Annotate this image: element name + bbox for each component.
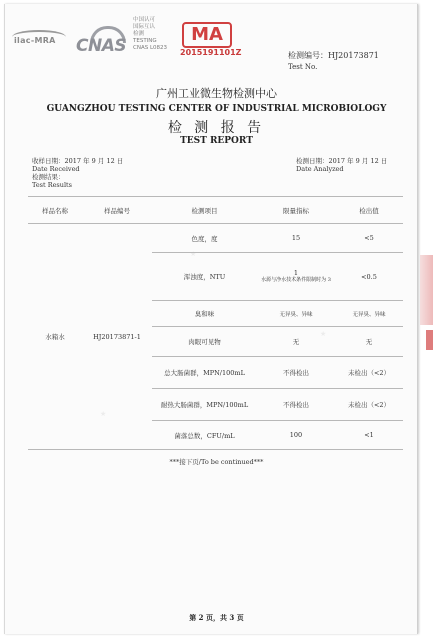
limit-cell: 不得检出 xyxy=(257,389,335,421)
table-header-row xyxy=(28,197,403,224)
watermark: ★ xyxy=(100,410,107,418)
watermark: ★ xyxy=(320,330,327,338)
item-cell: 浑浊度，NTU xyxy=(152,253,257,301)
item-cell: 色度，度 xyxy=(152,224,257,253)
date-analyzed-en: Date Analyzed xyxy=(296,165,344,173)
org-title-cn: 广州工业微生物检测中心 xyxy=(156,87,277,100)
sample-id-cell: HJ20173871-1 xyxy=(82,224,152,450)
item-cell: 肉眼可见物 xyxy=(152,327,257,357)
seal-edge-mark xyxy=(420,255,433,325)
value-cell: <5 xyxy=(335,224,403,253)
report-title-cn: 检 测 报 告 xyxy=(167,120,266,136)
sample-name-cell: 水箱水 xyxy=(28,224,82,450)
cma-number: 2015191101Z xyxy=(180,48,242,57)
date-analyzed-cn: 检测日期：2017 年 9 月 12 日 xyxy=(296,157,388,165)
header-sample-id: 样品编号 xyxy=(82,197,152,224)
test-results-label-cn: 检测结果： xyxy=(32,173,65,181)
cnas-certificate-text: 中国认可 国际互认 检测 TESTING CNAS L0823 xyxy=(133,17,168,51)
date-received-en: Date Received xyxy=(32,165,80,173)
report-number-en: Test No. xyxy=(288,63,318,71)
report-number: 检测编号：HJ20173871 xyxy=(288,51,379,60)
limit-cell: 不得检出 xyxy=(257,357,335,389)
seal-edge-mark-red xyxy=(426,330,433,350)
value-cell: 无 xyxy=(335,327,403,357)
header-limit: 限量指标 xyxy=(257,197,335,224)
item-cell: 臭和味 xyxy=(152,301,257,327)
results-table xyxy=(28,196,403,450)
item-cell: 总大肠菌群，MPN/100mL xyxy=(152,357,257,389)
watermark: ★ xyxy=(190,250,197,258)
item-cell: 菌落总数，CFU/mL xyxy=(152,421,257,450)
table-row xyxy=(28,224,403,253)
header-test-item: 检测项目 xyxy=(152,197,257,224)
value-cell: <1 xyxy=(335,421,403,450)
value-cell: 未检出（<2） xyxy=(335,389,403,421)
org-title-en: GUANGZHOU TESTING CENTER OF INDUSTRIAL MICROBIOLOGY xyxy=(46,104,387,114)
report-title-en: TEST REPORT xyxy=(180,136,253,146)
value-cell: <0.5 xyxy=(335,253,403,301)
limit-cell: 无 xyxy=(257,327,335,357)
page-number: 第 2 页，共 3 页 xyxy=(189,613,244,622)
limit-cell: 无异臭、异味 xyxy=(257,301,335,327)
limit-cell: 1 水源与净水技术条件限制时为 3 xyxy=(257,253,335,301)
header-detected-value: 检出值 xyxy=(335,197,403,224)
value-cell: 未检出（<2） xyxy=(335,357,403,389)
item-cell: 耐热大肠菌群，MPN/100mL xyxy=(152,389,257,421)
limit-note: 水源与净水技术条件限制时为 3 xyxy=(261,277,331,283)
limit-cell: 15 xyxy=(257,224,335,253)
continued-note: ***接下页/To be continued*** xyxy=(169,458,264,466)
header-sample-name: 样品名称 xyxy=(28,197,82,224)
date-received-cn: 收样日期：2017 年 9 月 12 日 xyxy=(32,157,124,165)
ilac-mra-logo: ilac-MRA xyxy=(12,28,70,50)
limit-cell: 100 xyxy=(257,421,335,450)
value-cell: 无异臭、异味 xyxy=(335,301,403,327)
cma-logo: MA 2015191101Z xyxy=(180,24,242,57)
test-results-label-en: Test Results xyxy=(32,181,72,189)
cnas-logo: CNAS xyxy=(76,24,132,54)
